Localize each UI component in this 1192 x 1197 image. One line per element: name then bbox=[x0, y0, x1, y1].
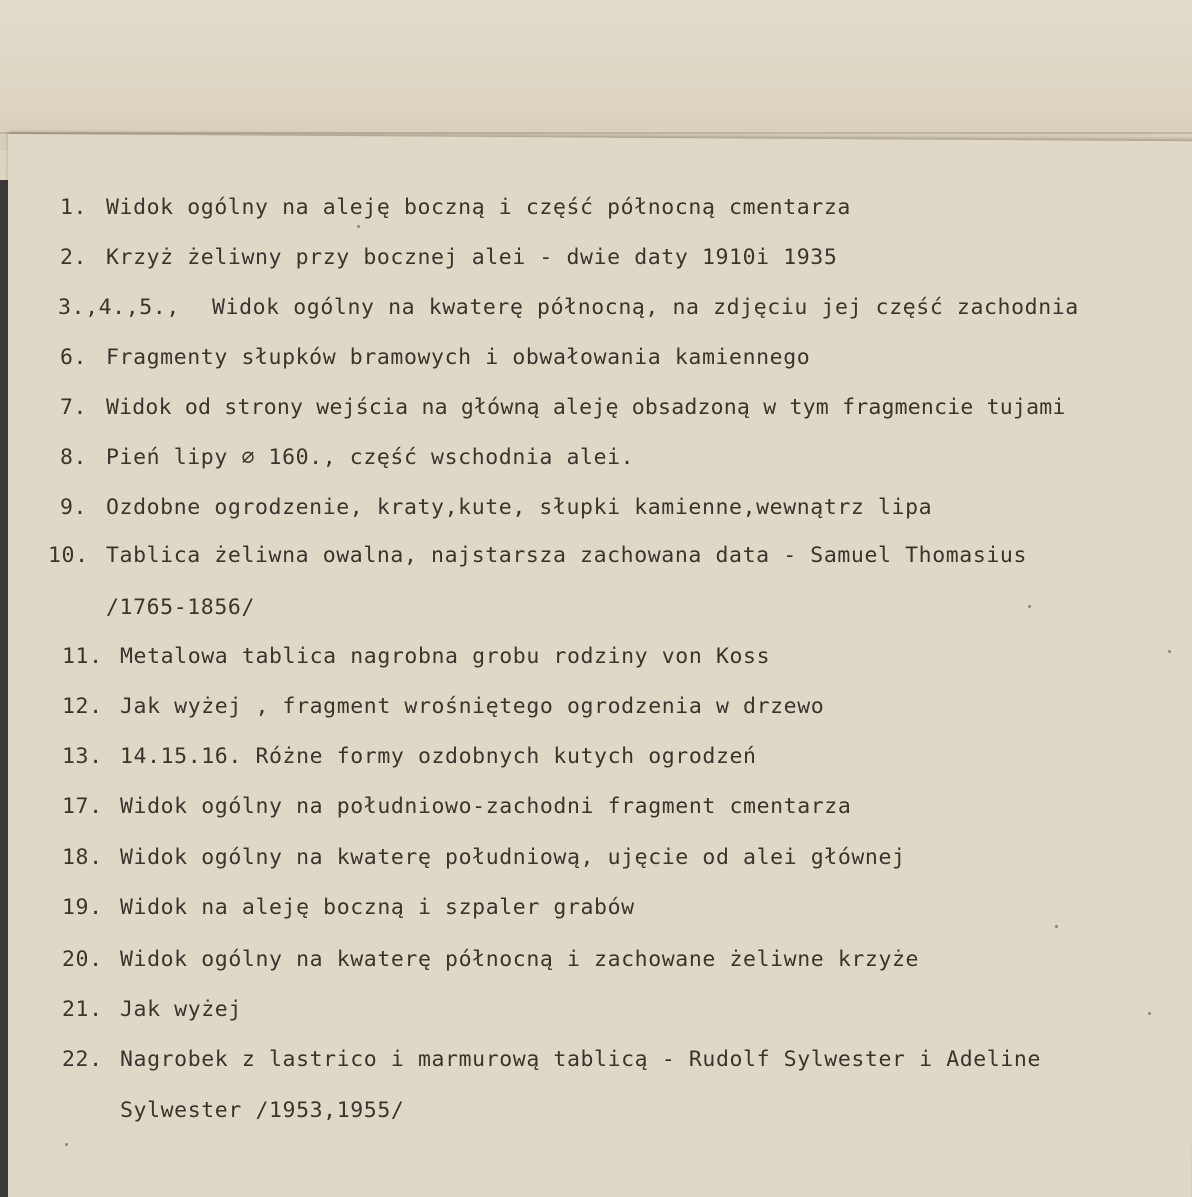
item-number: 18. bbox=[62, 845, 103, 870]
item-text: Jak wyżej bbox=[120, 997, 242, 1022]
item-number: 1. bbox=[60, 195, 88, 220]
item-text-continuation: /1765-1856/ bbox=[106, 595, 255, 620]
item-text: Krzyż żeliwny przy bocznej alei - dwie daty 1910i 1935 bbox=[106, 245, 838, 270]
item-text: Widok ogólny na kwaterę północną, na zdjęciu jej część zachodnia bbox=[212, 295, 1079, 320]
item-number: 10. bbox=[48, 543, 89, 568]
item-text: Ozdobne ogrodzenie, kraty,kute, słupki kamienne,wewnątrz lipa bbox=[106, 495, 933, 520]
item-text: Widok na aleję boczną i szpaler grabów bbox=[120, 895, 635, 920]
item-number: 9. bbox=[60, 495, 88, 520]
item-number: 21. bbox=[62, 997, 103, 1022]
item-number: 12. bbox=[62, 694, 103, 719]
item-text-continuation: Sylwester /1953,1955/ bbox=[120, 1098, 405, 1123]
item-number: 6. bbox=[60, 345, 88, 370]
item-number: 13. bbox=[62, 744, 103, 769]
scan-speck bbox=[1055, 925, 1058, 928]
item-text: Pień lipy ∅ 160., część wschodnia alei. bbox=[106, 445, 635, 470]
scan-speck bbox=[65, 1143, 68, 1146]
item-text: Metalowa tablica nagrobna grobu rodziny von Koss bbox=[120, 644, 771, 669]
item-text: Widok ogólny na południowo-zachodni fragment cmentarza bbox=[120, 794, 852, 819]
item-text: Widok od strony wejścia na główną aleję obsadzoną w tym fragmencie tujami bbox=[106, 395, 1066, 420]
item-text: Widok ogólny na aleję boczną i część północną cmentarza bbox=[106, 195, 851, 220]
item-number: 8. bbox=[60, 445, 88, 470]
item-number: 19. bbox=[62, 895, 103, 920]
item-number: 2. bbox=[60, 245, 88, 270]
item-text: Fragmenty słupków bramowych i obwałowania kamiennego bbox=[106, 345, 811, 370]
item-text: 14.15.16. Różne formy ozdobnych kutych ogrodzeń bbox=[120, 744, 757, 769]
item-number: 11. bbox=[62, 644, 103, 669]
item-number: 22. bbox=[62, 1047, 103, 1072]
item-number: 20. bbox=[62, 947, 103, 972]
item-number: 17. bbox=[62, 794, 103, 819]
item-text: Widok ogólny na kwaterę północną i zachowane żeliwne krzyże bbox=[120, 947, 920, 972]
item-number: 3.,4.,5., bbox=[58, 295, 180, 320]
scan-speck bbox=[1148, 1012, 1151, 1015]
scan-speck bbox=[357, 225, 360, 228]
item-text: Jak wyżej , fragment wrośniętego ogrodzenia w drzewo bbox=[120, 694, 825, 719]
item-number: 7. bbox=[60, 395, 88, 420]
item-text: Tablica żeliwna owalna, najstarsza zachowana data - Samuel Thomasius bbox=[106, 543, 1027, 568]
scan-speck bbox=[1028, 605, 1031, 608]
item-text: Nagrobek z lastrico i marmurową tablicą - Rudolf Sylwester i Adeline bbox=[120, 1047, 1041, 1072]
item-text: Widok ogólny na kwaterę południową, ujęcie od alei głównej bbox=[120, 845, 906, 870]
scan-speck bbox=[1168, 650, 1171, 653]
